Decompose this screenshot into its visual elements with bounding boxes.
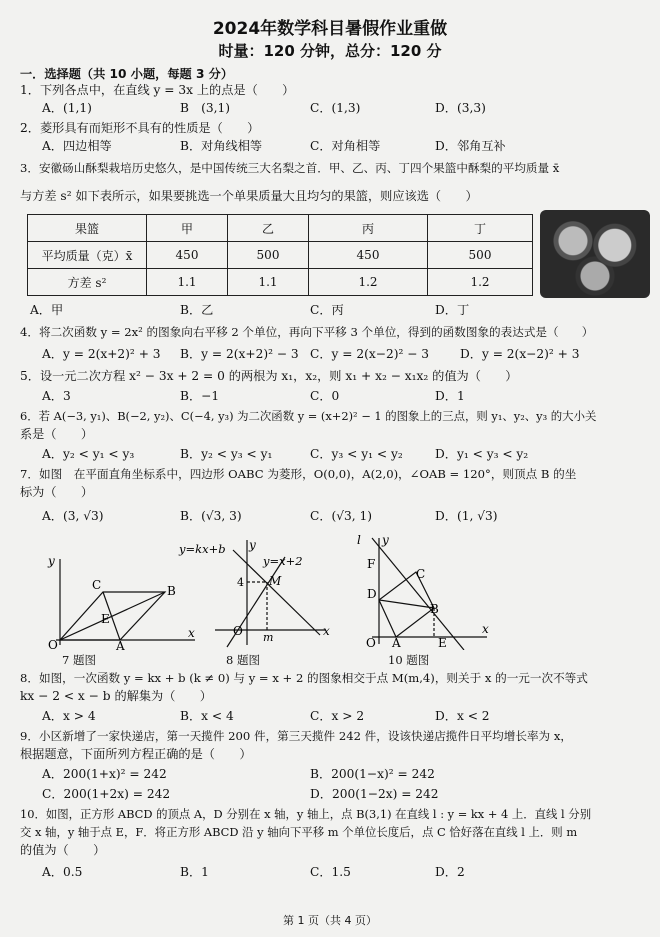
table-header-cell: 果篮: [28, 215, 147, 242]
fig7-o-label: O: [48, 638, 58, 650]
q4-option-b: B．y = 2(x+2)² − 3: [180, 347, 299, 361]
q7-option-b: B．(√3, 3): [180, 509, 242, 523]
fig10-x-label: x: [482, 622, 489, 636]
q1-option-c: C．(1,3): [310, 101, 361, 115]
fig7-e-label: E: [101, 612, 110, 626]
fig10-o-label: O: [366, 636, 376, 650]
q3-option-d: D．丁: [435, 303, 470, 317]
table-cell: 1.1: [228, 269, 309, 296]
fig8-line1-label: y=kx+b: [179, 542, 226, 556]
fig10-b-label: B: [430, 602, 439, 616]
q9-stem-line2: 根据题意，下面所列方程正确的是（ ）: [20, 747, 252, 761]
table-header-cell: 丁: [428, 215, 533, 242]
q8-option-b: B．x < 4: [180, 709, 234, 723]
fig7-c-label: C: [92, 578, 102, 592]
q10-stem-line3: 的值为（ ）: [20, 843, 106, 857]
table-header-cell: 丙: [309, 215, 428, 242]
q2-stem: 2．菱形具有而矩形不具有的性质是（ ）: [20, 121, 260, 135]
q10-option-d: D．2: [435, 865, 465, 879]
q6-stem-line1: 6．若 A(−3, y₁)、B(−2, y₂)、C(−4, y₃) 为二次函数 y = (x+2)² − 1 的图象上的三点，则 y₁、y₂、y₃ 的大小关: [20, 409, 597, 423]
table-header-cell: 乙: [228, 215, 309, 242]
q3-option-c: C．丙: [310, 303, 344, 317]
q8-stem-line1: 8．如图，一次函数 y = kx + b (k ≠ 0) 与 y = x + 2 的图象相交于点 M(m,4)，则关于 x 的一元一次不等式: [20, 671, 588, 685]
fig7-x-label: x: [188, 626, 195, 640]
q2-option-a: A．四边相等: [42, 139, 112, 153]
q3-stem-line1: 3．安徽砀山酥梨栽培历史悠久，是中国传统三大名梨之首．甲、乙、丙、丁四个果篮中酥梨的平均质量 x̄: [20, 161, 560, 175]
table-cell: 1.1: [147, 269, 228, 296]
fig10-d-label: D: [367, 587, 377, 601]
fig10-l-label: l: [357, 533, 361, 547]
q10-stem-line1: 10．如图，正方形 ABCD 的顶点 A，D 分别在 x 轴，y 轴上，点 B(3,1) 在直线 l : y = kx + 4 上．直线 l 分别: [20, 807, 592, 821]
q8-option-c: C．x > 2: [310, 709, 365, 723]
page-subtitle: 时量：120 分钟，总分：120 分: [218, 42, 442, 60]
q10-option-b: B．1: [180, 865, 209, 879]
q4-stem: 4．将二次函数 y = 2x² 的图象向右平移 2 个单位，再向下平移 3 个单位，得到的函数图象的表达式是（ ）: [20, 325, 594, 339]
q5-option-c: C．0: [310, 389, 340, 403]
q1-option-d: D．(3,3): [435, 101, 486, 115]
fig8-m-point-label: M: [269, 574, 282, 588]
fig8-four-label: 4: [237, 576, 244, 589]
fig8-m-label: m: [263, 631, 274, 644]
figure-8: [175, 535, 335, 650]
q10-option-a: A．0.5: [42, 865, 83, 879]
fig10-f-label: F: [367, 557, 376, 571]
fig8-y-label: y: [249, 538, 256, 552]
fig10-a-label: A: [392, 636, 401, 650]
table-header-cell: 甲: [147, 215, 228, 242]
q7-option-d: D．(1, √3): [435, 509, 498, 523]
table-cell: 500: [228, 242, 309, 269]
fig8-caption: 8 题图: [226, 653, 260, 667]
section-heading: 一．选择题（共 10 小题，每题 3 分）: [20, 67, 234, 81]
q2-option-b: B．对角线相等: [180, 139, 263, 153]
page-title: 2024年数学科目暑假作业重做: [212, 19, 448, 39]
q9-stem-line1: 9．小区新增了一家快递店，第一天揽件 200 件，第三天揽件 242 件，设该快递店揽件日平均增长率为 x，: [20, 729, 572, 743]
fig7-y-label: y: [48, 554, 55, 568]
q10-option-c: C．1.5: [310, 865, 351, 879]
q3-option-a: A．甲: [30, 303, 64, 317]
q4-option-d: D．y = 2(x−2)² + 3: [460, 347, 580, 361]
q9-option-b: B．200(1−x)² = 242: [310, 767, 435, 781]
pear-basket-photo: [540, 210, 650, 298]
page-footer: 第 1 页（共 4 页）: [283, 914, 377, 927]
q8-stem-line2: kx − 2 < x − b 的解集为（ ）: [20, 689, 212, 703]
table-cell: 450: [147, 242, 228, 269]
q3-table: [27, 214, 533, 296]
fig7-caption: 7 题图: [62, 653, 96, 667]
table-cell: 1.2: [428, 269, 533, 296]
q6-option-b: B．y₂ < y₃ < y₁: [180, 447, 273, 461]
q3-option-b: B．乙: [180, 303, 214, 317]
q6-option-d: D．y₁ < y₃ < y₂: [435, 447, 529, 461]
q7-option-c: C．(√3, 1): [310, 509, 373, 523]
q8-option-a: A．x > 4: [42, 709, 96, 723]
q7-stem-line2: 标为（ ）: [20, 485, 94, 499]
q2-option-d: D．邻角互补: [435, 139, 506, 153]
q1-option-a: A．(1,1): [42, 101, 92, 115]
table-cell: 500: [428, 242, 533, 269]
q10-stem-line2: 交 x 轴，y 轴于点 E，F．将正方形 ABCD 沿 y 轴向下平移 m 个单位长度后，点 C 恰好落在直线 l 上．则 m: [20, 825, 578, 839]
q5-stem: 5．设一元二次方程 x² − 3x + 2 = 0 的两根为 x₁，x₂，则 x₁ + x₂ − x₁x₂ 的值为（ ）: [20, 369, 518, 383]
q9-option-a: A．200(1+x)² = 242: [42, 767, 167, 781]
fig10-c-label: C: [416, 567, 426, 581]
table-cell: 方差 s²: [28, 269, 147, 296]
q7-stem-line1: 7．如图 在平面直角坐标系中，四边形 OABC 为菱形，O(0,0)，A(2,0)，∠OAB = 120°，则顶点 B 的坐: [20, 467, 577, 481]
fig10-e-label: E: [438, 636, 447, 650]
fig7-b-label: B: [167, 584, 176, 598]
q1-stem: 1．下列各点中，在直线 y = 3x 上的点是（ ）: [20, 83, 295, 97]
q8-option-d: D．x < 2: [435, 709, 490, 723]
figure-10: [352, 532, 492, 650]
q9-option-d: D．200(1−2x) = 242: [310, 787, 439, 801]
q9-option-c: C．200(1+2x) = 242: [42, 787, 171, 801]
q6-option-a: A．y₂ < y₁ < y₃: [42, 447, 135, 461]
q6-option-c: C．y₃ < y₁ < y₂: [310, 447, 403, 461]
q4-option-a: A．y = 2(x+2)² + 3: [42, 347, 161, 361]
q6-stem-line2: 系是（ ）: [20, 427, 94, 441]
fig10-y-label: y: [382, 533, 389, 547]
q3-stem-line2: 与方差 s² 如下表所示，如果要挑选一个单果质量大且均匀的果篮，则应该选（ ）: [20, 189, 478, 203]
q5-option-d: D．1: [435, 389, 465, 403]
q5-option-b: B．−1: [180, 389, 220, 403]
fig8-o-label: O: [233, 624, 243, 638]
fig8-x-label: x: [323, 624, 330, 638]
q1-option-b: B (3,1): [180, 101, 231, 115]
q5-option-a: A．3: [42, 389, 71, 403]
table-cell: 平均质量（克）x̄: [28, 242, 147, 269]
q4-option-c: C．y = 2(x−2)² − 3: [310, 347, 430, 361]
fig7-a-label: A: [116, 639, 125, 650]
q7-option-a: A．(3, √3): [42, 509, 104, 523]
table-cell: 450: [309, 242, 428, 269]
q2-option-c: C．对角相等: [310, 139, 381, 153]
fig10-caption: 10 题图: [388, 653, 430, 667]
table-cell: 1.2: [309, 269, 428, 296]
fig8-line2-label: y=x+2: [263, 554, 303, 568]
